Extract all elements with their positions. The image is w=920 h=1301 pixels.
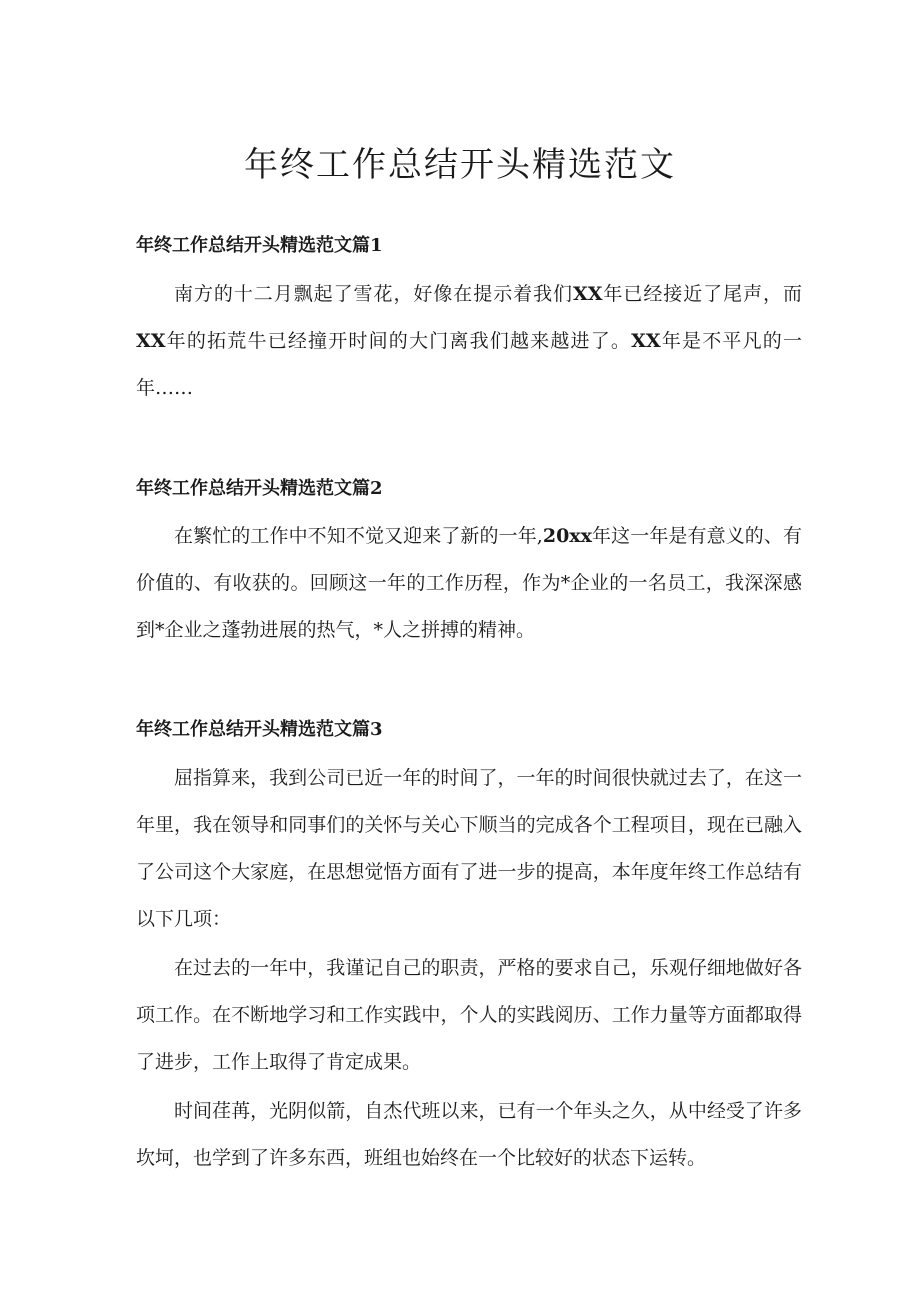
section-3-paragraph-2: 在过去的一年中，我谨记自己的职责，严格的要求自己，乐观仔细地做好各项工作。在不断地学习和工作实践中，个人的实践阅历、工作力量等方面都取得了进步，工作上取得了肯定成果。	[136, 957, 802, 1073]
section-2-paragraph-1: 在繁忙的工作中不知不觉又迎来了新的一年,20xx年这一年是有意义的、有价值的、有收获的。回顾这一年的工作历程，作为*企业的一名员工，我深深感到*企业之蓬勃进展的热气，*人之拼搏的精神。	[136, 525, 802, 641]
section-3-paragraph-3: 时间荏苒，光阴似箭，自杰代班以来，已有一个年头之久，从中经受了许多坎坷，也学到了许多东西，班组也始终在一个比较好的状态下运转。	[136, 1100, 802, 1169]
document-title: 年终工作总结开头精选范文	[244, 145, 676, 185]
section-heading-3: 年终工作总结开头精选范文篇3	[136, 719, 383, 740]
section-heading-2: 年终工作总结开头精选范文篇2	[136, 478, 383, 499]
section-1-paragraph-1: 南方的十二月飘起了雪花，好像在提示着我们XX年已经接近了尾声，而XX年的拓荒牛已经撞开时间的大门离我们越来越进了。XX年是不平凡的一年……	[136, 283, 802, 399]
section-3-paragraph-1: 屈指算来，我到公司已近一年的时间了，一年的时间很快就过去了，在这一年里，我在领导和同事们的关怀与关心下顺当的完成各个工程项目，现在已融入了公司这个大家庭，在思想觉悟方面有了进一步的提高，本年度年终工作总结有以下几项：	[136, 767, 802, 930]
section-heading-1: 年终工作总结开头精选范文篇1	[136, 235, 383, 256]
